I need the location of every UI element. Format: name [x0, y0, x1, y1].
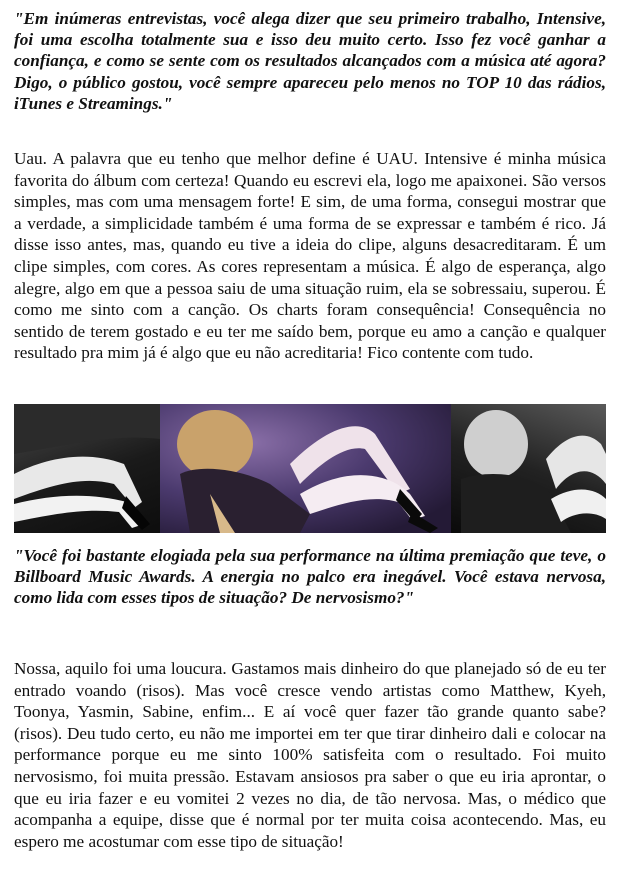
question-2: "Você foi bastante elogiada pela sua performance na última premiação que teve, o Billboard Music Awards. A energia no palco era inegável. Você estava nervosa, como lida com esses tipos de situação? De nervosismo?"	[14, 546, 606, 608]
photo-reclining-bw	[451, 404, 606, 533]
photo-reclining-purple	[160, 404, 451, 533]
answer-2: Nossa, aquilo foi uma loucura. Gastamos mais dinheiro do que planejado só de eu ter entrado voando (risos). Mas você cresce vendo artistas como Matthew, Kyeh, Toonya, Yasmin, Sabine, enfim... E aí você quer fazer tão grande quanto sabe? (risos). Deu tudo certo, eu não me importei em ter que tirar dinheiro dali e colocar na performance porque eu me sinto 100% satisfeita com o resultado. Foi muito nervosismo, foi muita pressão. Estavam ansiosos pra saber o que eu iria aprontar, o que eu iria fazer e eu vomitei 2 vezes no dia, de tão nervosa. Mas, o médico que acompanha a equipe, disse que é normal por ter muita coisa acontecendo. Mas, eu espero me acostumar com esse tipo de situação!	[14, 659, 606, 851]
question-1: "Em inúmeras entrevistas, você alega dizer que seu primeiro trabalho, Intensive, foi uma escolha totalmente sua e isso deu muito certo. Isso fez você ganhar a confiança, e como se sente com os resultados alcançados com a música até agora? Digo, o público gostou, você sempre apareceu pelo menos no TOP 10 das rádios, iTunes e Streamings."	[14, 9, 606, 113]
answer-1: Uau. A palavra que eu tenho que melhor define é UAU. Intensive é minha música favorita do álbum com certeza! Quando eu escrevi ela, logo me apaixonei. São versos simples, mas com uma mensagem forte! E sim, de uma forma, consegui mostrar que a verdade, a simplicidade também é uma forma de se expressar e também é rico. Já disse isso antes, mas, quando eu tive a ideia do clipe, alguns desacreditaram. É um clipe simples, com cores. As cores representam a música. É algo de esperança, algo alegre, algo em que a pessoa saiu de uma situação ruim, ela se sobressaiu, superou. É como me sinto com a canção. Os charts foram consequência! Consequência no sentido de terem gostado e eu ter me saído bem, porque eu amo a canção e qualquer resultado pra mim já é algo que eu não acreditaria! Fico contente com tudo.	[14, 149, 606, 363]
photo-legs-bw	[14, 404, 160, 533]
photo-strip	[14, 404, 606, 533]
